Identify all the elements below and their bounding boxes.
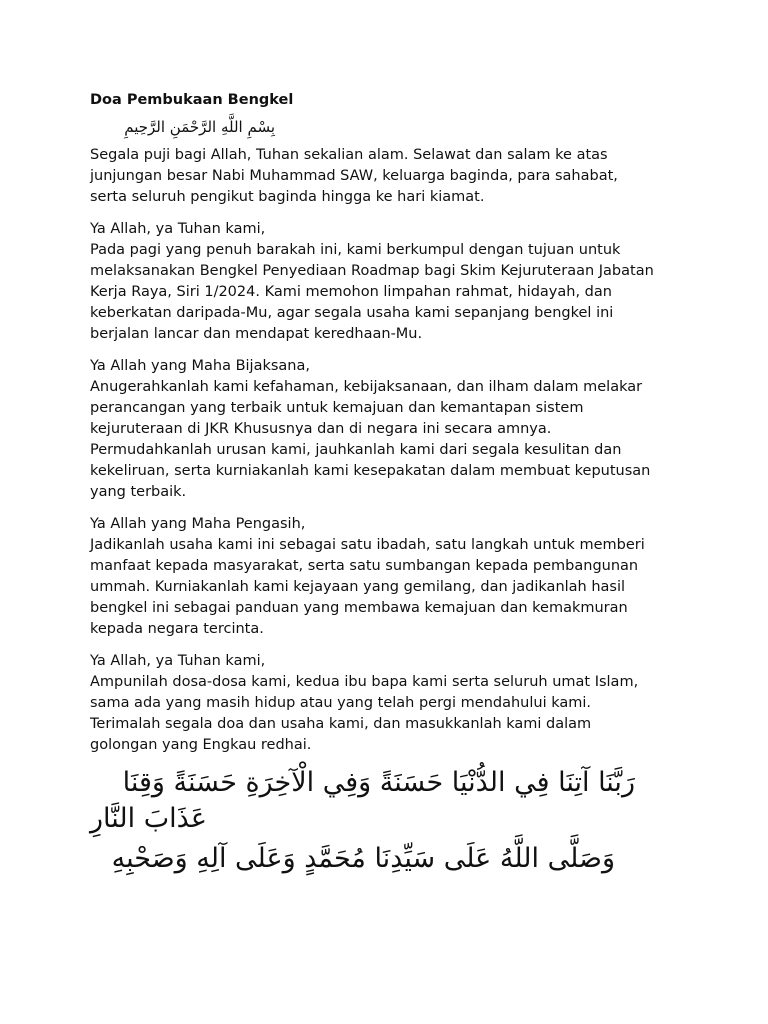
paragraph-line: Permudahkanlah urusan kami, jauhkanlah kami dari segala kesulitan dan bbox=[90, 442, 622, 458]
paragraph-line: Pada pagi yang penuh barakah ini, kami berkumpul dengan tujuan untuk bbox=[90, 242, 621, 258]
document-title: Doa Pembukaan Bengkel bbox=[90, 92, 294, 108]
arabic-line-salawat: وَصَلَّى اللَّهُ عَلَى سَيِّدِنَا مُحَمَّدٍ وَعَلَى آلِهِ وَصَحْبِهِ bbox=[111, 843, 615, 874]
document-body bbox=[90, 90, 690, 767]
paragraph-wisdom bbox=[90, 356, 690, 503]
closing-arabic-prayer bbox=[90, 765, 635, 877]
paragraph-line: Ya Allah, ya Tuhan kami, bbox=[90, 221, 266, 237]
paragraph-line: kekeliruan, serta kurniakanlah kami kesepakatan dalam membuat keputusan bbox=[90, 463, 651, 479]
paragraph-compassion bbox=[90, 514, 690, 640]
paragraph-line: kepada negara tercinta. bbox=[90, 621, 264, 637]
paragraph-line: Segala puji bagi Allah, Tuhan sekalian alam. Selawat dan salam ke atas bbox=[90, 147, 608, 163]
paragraph-forgiveness bbox=[90, 651, 690, 756]
paragraph-line: melaksanakan Bengkel Penyediaan Roadmap bagi Skim Kejuruteraan Jabatan bbox=[90, 263, 654, 279]
paragraph-line: Anugerahkanlah kami kefahaman, kebijaksanaan, dan ilham dalam melakar bbox=[90, 379, 643, 395]
paragraph-line: serta seluruh pengikut baginda hingga ke hari kiamat. bbox=[90, 189, 485, 205]
paragraph-line: Terimalah segala doa dan usaha kami, dan masukkanlah kami dalam bbox=[90, 716, 592, 732]
paragraph-line: yang terbaik. bbox=[90, 484, 187, 500]
bismillah-text: بِسْمِ اللَّهِ الرَّحْمَنِ الرَّحِيمِ bbox=[124, 118, 275, 136]
paragraph-line: kejuruteraan di JKR Khususnya dan di negara ini secara amnya. bbox=[90, 421, 552, 437]
paragraph-line: junjungan besar Nabi Muhammad SAW, keluarga baginda, para sahabat, bbox=[90, 168, 618, 184]
paragraph-line: keberkatan daripada-Mu, agar segala usaha kami sepanjang bengkel ini bbox=[90, 305, 614, 321]
paragraph-line: sama ada yang masih hidup atau yang telah pergi mendahului kami. bbox=[90, 695, 592, 711]
arabic-line-adhab-text: عَذَابَ النَّارِ bbox=[90, 803, 207, 834]
paragraph-opening bbox=[90, 145, 690, 208]
paragraph-line: Ya Allah, ya Tuhan kami, bbox=[90, 653, 266, 669]
paragraph-line: manfaat kepada masyarakat, serta satu sumbangan kepada pembangunan bbox=[90, 558, 639, 574]
paragraph-line: golongan yang Engkau redhai. bbox=[90, 737, 312, 753]
paragraph-line: perancangan yang terbaik untuk kemajuan dan kemantapan sistem bbox=[90, 400, 584, 416]
paragraph-line: Ya Allah yang Maha Bijaksana, bbox=[90, 358, 310, 374]
paragraph-line: bengkel ini sebagai panduan yang membawa kemajuan dan kemakmuran bbox=[90, 600, 628, 616]
paragraph-line: berjalan lancar dan mendapat keredhaan-Mu. bbox=[90, 326, 423, 342]
paragraph-line: Jadikanlah usaha kami ini sebagai satu ibadah, satu langkah untuk memberi bbox=[90, 537, 645, 553]
arabic-line-adhab bbox=[90, 801, 635, 837]
paragraph-line: ummah. Kurniakanlah kami kejayaan yang gemilang, dan jadikanlah hasil bbox=[90, 579, 626, 595]
paragraph-line: Kerja Raya, Siri 1/2024. Kami memohon limpahan rahmat, hidayah, dan bbox=[90, 284, 612, 300]
arabic-line-rabbana: رَبَّنَا آتِنَا فِي الدُّنْيَا حَسَنَةً وَفِي الْآخِرَةِ حَسَنَةً وَقِنَا bbox=[122, 767, 635, 798]
paragraph-line: Ya Allah yang Maha Pengasih, bbox=[90, 516, 306, 532]
paragraph-workshop-purpose bbox=[90, 219, 690, 345]
paragraph-line: Ampunilah dosa-dosa kami, kedua ibu bapa kami serta seluruh umat Islam, bbox=[90, 674, 639, 690]
